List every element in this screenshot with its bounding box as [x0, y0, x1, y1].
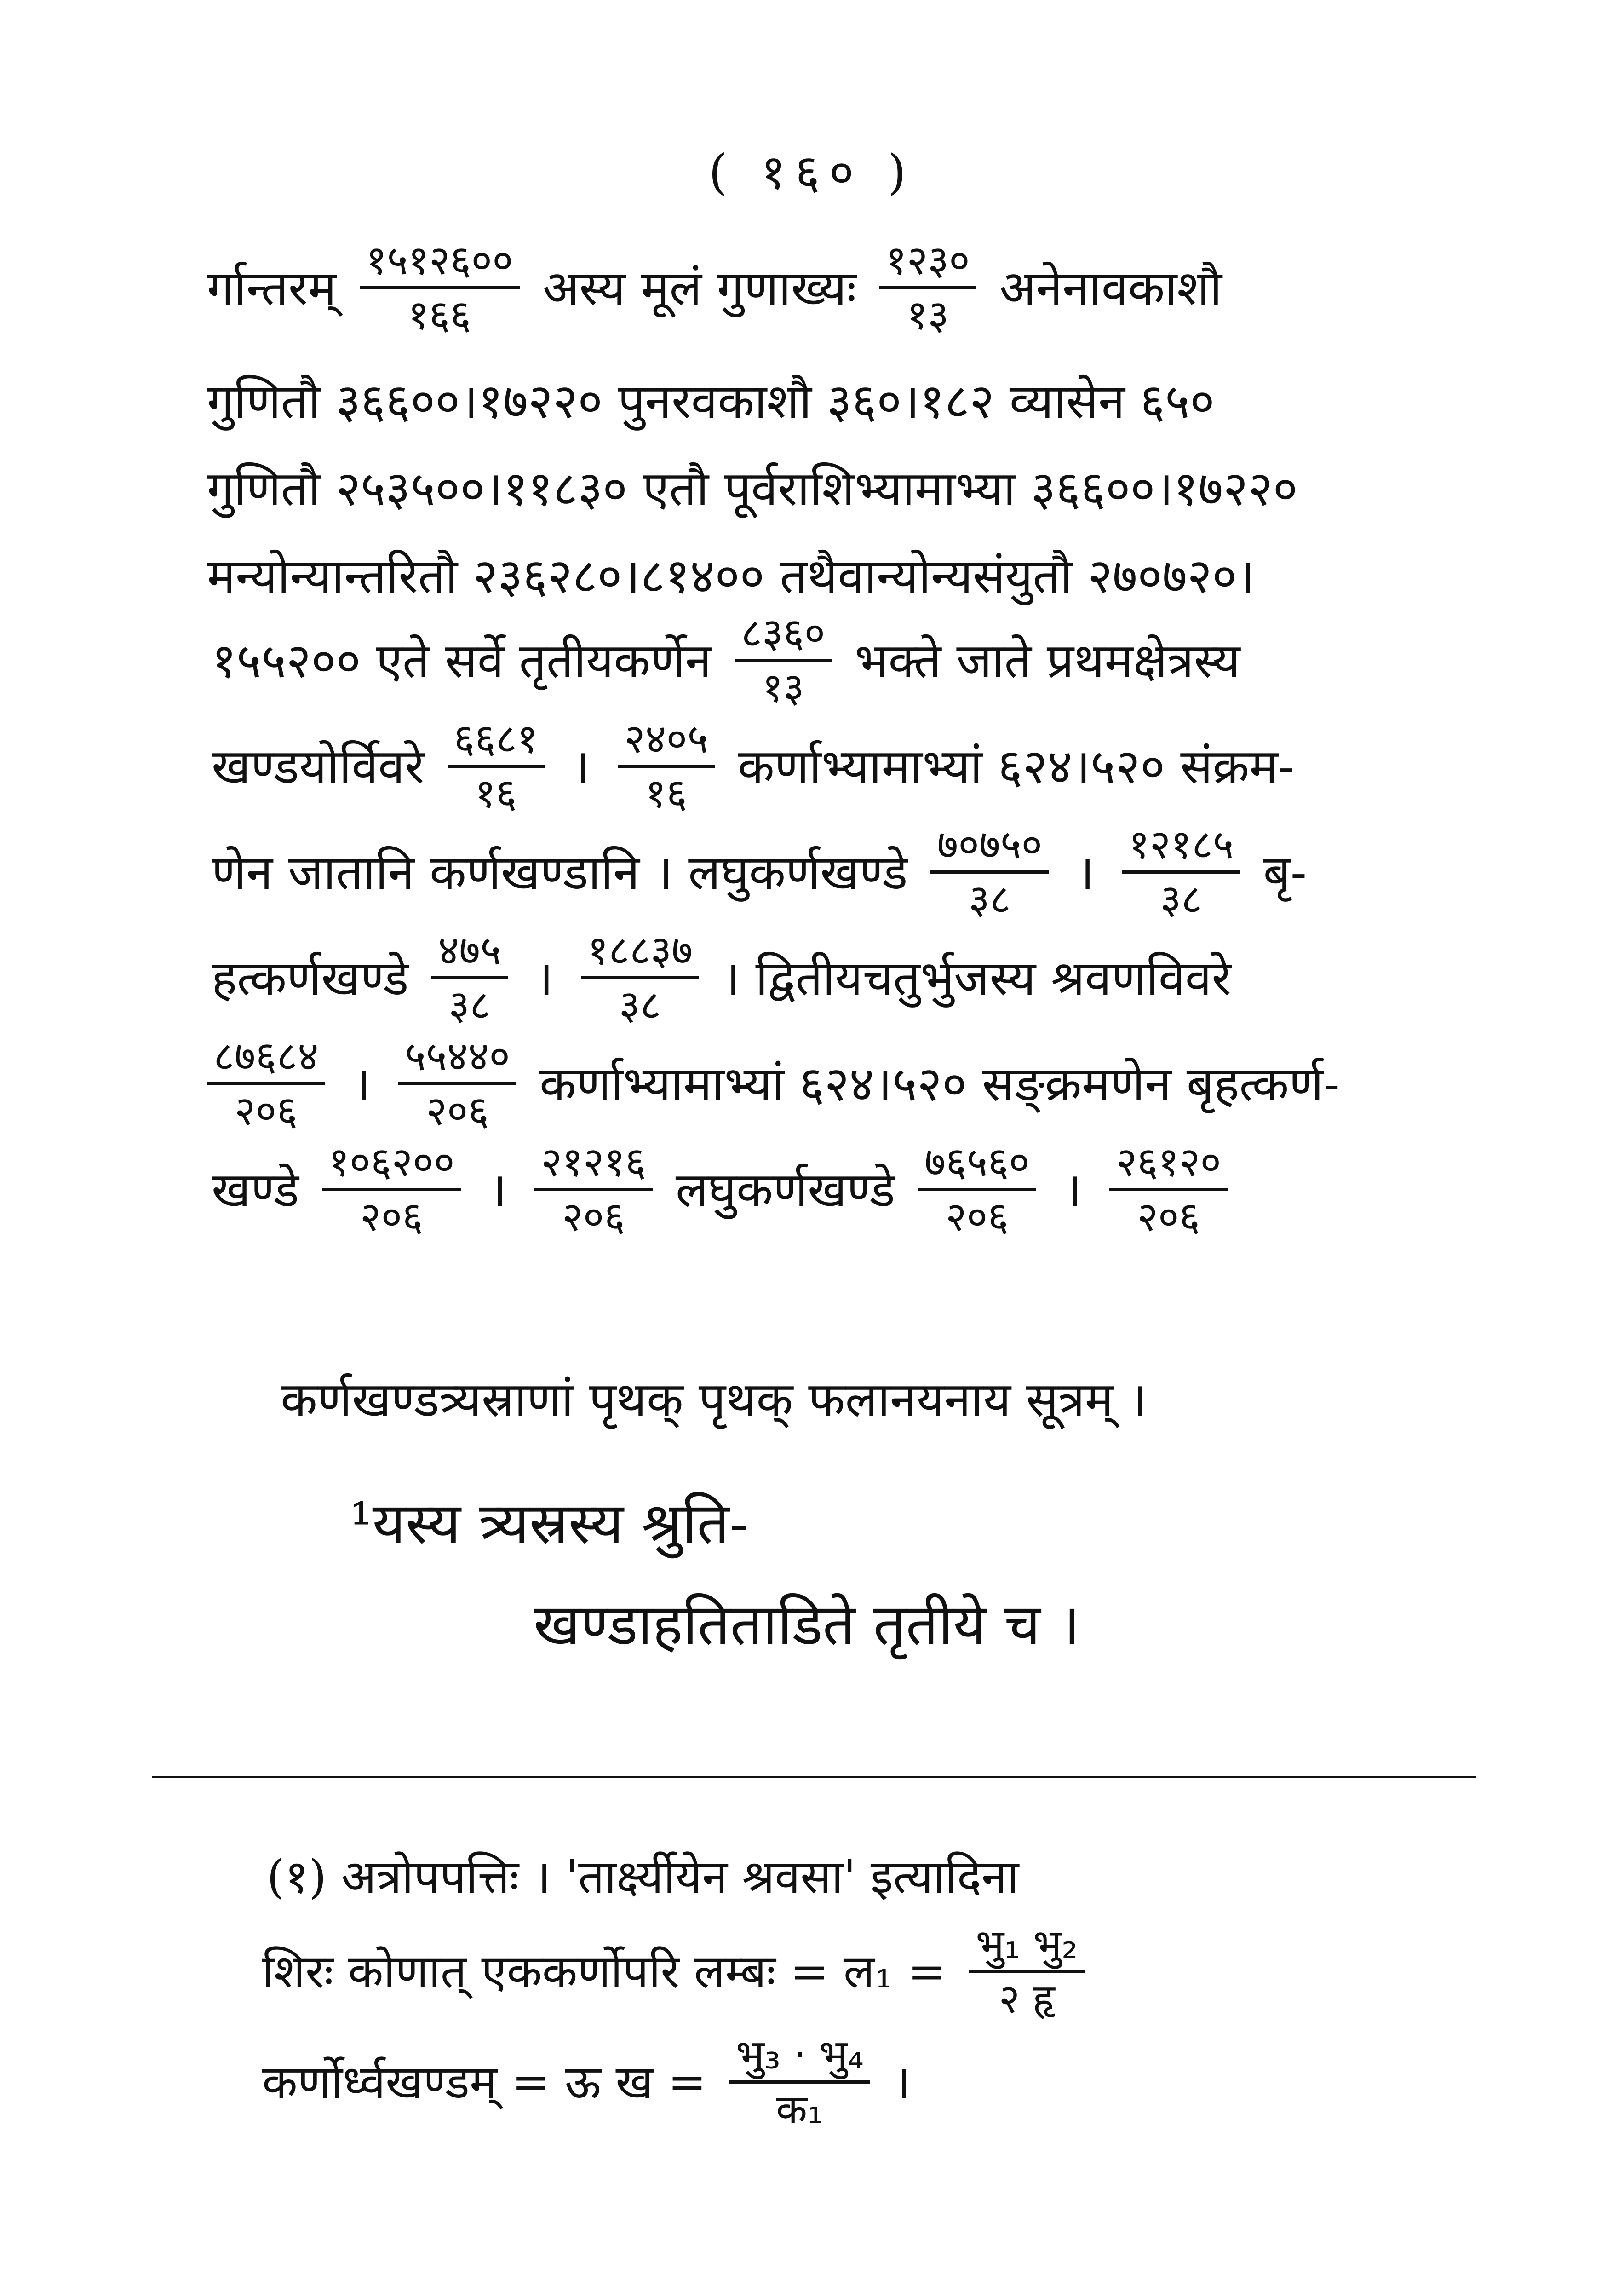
- text-line-4: मन्योन्यान्तरितौ २३६२८०।८१४०० तथैवान्योन्यसंयुतौ २७०७२०।: [207, 548, 1255, 604]
- danda-separator: ।: [572, 738, 590, 795]
- fraction: [207, 1032, 325, 1135]
- text-segment: र्गान्तरम्: [207, 259, 337, 316]
- fraction-numerator: ८७६८४: [207, 1035, 325, 1085]
- text-line-10: [0, 1138, 1624, 1241]
- fraction-denominator: १६६: [408, 291, 471, 339]
- text-line-6: [0, 715, 1624, 818]
- fraction-denominator: १३: [907, 291, 949, 339]
- text-segment: १५५२०० एते सर्वे तृतीयकर्णेन: [212, 632, 712, 689]
- page-number: ( १६० ): [708, 144, 916, 200]
- fraction: [398, 1032, 516, 1135]
- fraction: [1109, 1138, 1228, 1241]
- fraction: [360, 236, 520, 339]
- fraction: [448, 715, 545, 818]
- sutra-heading: कर्णखण्डत्र्यस्राणां पृथक् पृथक् फलानयनाय सूत्रम् ।: [281, 1371, 1147, 1428]
- verse-line-1: ¹यस्य त्र्यस्रस्य श्रुति-: [350, 1491, 749, 1557]
- danda-separator: ।: [1063, 1161, 1082, 1218]
- fraction: [930, 821, 1049, 923]
- fraction-denominator: १६: [475, 770, 517, 818]
- fraction-numerator: १५१२६००: [360, 239, 520, 289]
- danda-separator: ।: [535, 950, 554, 1006]
- fraction-denominator: २०६: [234, 1087, 298, 1135]
- fraction-denominator: १६: [645, 770, 688, 818]
- danda-separator: ।: [352, 1055, 371, 1112]
- text-segment: खण्डयोर्विवरे: [212, 738, 425, 795]
- fraction-numerator: ४७५: [431, 929, 507, 979]
- fraction-denominator: २०६: [426, 1087, 489, 1135]
- text-segment: अनेनावकाशौ: [999, 259, 1222, 316]
- text-segment: ।: [893, 2055, 911, 2109]
- fraction-numerator: १८८३७: [581, 929, 699, 979]
- text-segment: शिरः कोणात् एककर्णोपरि लम्बः = ल₁ =: [262, 1944, 947, 1999]
- fraction-denominator: २०६: [945, 1193, 1009, 1241]
- fraction-denominator: ३८: [1160, 876, 1202, 923]
- text-line-3: गुणितौ २५३५००।११८३० एतौ पूर्वराशिभ्यामाभ्या ३६६००।१७२२०: [207, 461, 1298, 517]
- text-line-8: [0, 929, 1624, 1027]
- text-line-9: [0, 1032, 1624, 1135]
- text-segment: भक्ते जाते प्रथमक्षेत्रस्य: [855, 632, 1240, 689]
- footnote-line-1: (१) अत्रोपपत्तिः । 'तार्क्ष्यीयेन श्रवसा' इत्यादिना: [267, 1850, 1019, 1904]
- fraction-numerator: २१२१६: [534, 1141, 653, 1191]
- text-line-1: [0, 236, 1624, 339]
- formula-fraction: [969, 1920, 1084, 2023]
- text-segment: अस्य मूलं गुणाख्यः: [542, 259, 856, 316]
- footnote-line-2: [0, 1920, 1624, 2023]
- text-segment: कर्णोर्ध्वखण्डम् = ऊ ख =: [262, 2055, 706, 2109]
- fraction-denominator: २०६: [562, 1193, 625, 1241]
- fraction: [431, 929, 507, 1027]
- fraction: [1122, 821, 1240, 923]
- fraction-numerator: ८३६०: [735, 612, 832, 662]
- text-segment: कर्णाभ्यामाभ्यां ६२४।५२० संक्रम-: [738, 738, 1294, 795]
- fraction-numerator: ५५४४०: [398, 1035, 516, 1085]
- fraction-numerator: ६६८१: [448, 718, 545, 768]
- fraction: [322, 1138, 461, 1241]
- fraction: [879, 236, 976, 339]
- text-line-2: गुणितौ ३६६००।१७२२० पुनरवकाशौ ३६०।१८२ व्यासेन ६५०: [207, 373, 1215, 429]
- fraction-numerator: १०६२००: [322, 1141, 461, 1191]
- formula-fraction: [729, 2033, 870, 2131]
- verse-line-2: खण्डाहतिताडिते तृतीये च ।: [534, 1592, 1080, 1658]
- fraction-denominator: ३८: [969, 876, 1011, 923]
- fraction-numerator: २४०५: [618, 718, 715, 768]
- fraction-denominator: १३: [762, 664, 804, 712]
- fraction-denominator: ३८: [448, 981, 491, 1029]
- text-segment: खण्डे: [212, 1161, 299, 1218]
- fraction: [534, 1138, 653, 1241]
- fraction-numerator: भु₁ भु₂: [969, 1923, 1084, 1973]
- danda-separator: ।: [488, 1161, 507, 1218]
- fraction-numerator: १२३०: [879, 239, 976, 289]
- fraction-numerator: २६१२०: [1109, 1141, 1228, 1191]
- fraction-numerator: ७६५६०: [918, 1141, 1036, 1191]
- fraction: [735, 609, 832, 712]
- text-segment: । द्वितीयचतुर्भुजस्य श्रवणविवरे: [722, 950, 1231, 1006]
- fraction: [618, 715, 715, 818]
- fraction-denominator: ३८: [619, 981, 661, 1029]
- footnote-divider: [152, 1776, 1476, 1778]
- fraction-numerator: १२१८५: [1122, 824, 1240, 874]
- text-segment: बृ-: [1263, 844, 1307, 900]
- danda-separator: ।: [1076, 844, 1095, 900]
- fraction: [918, 1138, 1036, 1241]
- text-segment: हत्कर्णखण्डे: [212, 950, 409, 1006]
- footnote-line-3: [0, 2033, 1624, 2131]
- fraction-numerator: ७०७५०: [930, 824, 1049, 874]
- text-segment: कर्णाभ्यामाभ्यां ६२४।५२० सङ्क्रमणेन बृहत्कर्ण-: [539, 1055, 1340, 1112]
- fraction-numerator: भु₃ · भु₄: [729, 2033, 870, 2084]
- fraction-denominator: २ हृ: [999, 1975, 1055, 2023]
- fraction-denominator: क₁: [776, 2085, 824, 2133]
- text-line-5: [0, 609, 1624, 712]
- fraction-denominator: २०६: [1137, 1193, 1200, 1241]
- fraction-denominator: २०६: [360, 1193, 424, 1241]
- text-line-7: [0, 821, 1624, 923]
- fraction: [581, 929, 699, 1027]
- text-segment: णेन जातानि कर्णखण्डानि । लघुकर्णखण्डे: [212, 844, 908, 900]
- text-segment: लघुकर्णखण्डे: [675, 1161, 895, 1218]
